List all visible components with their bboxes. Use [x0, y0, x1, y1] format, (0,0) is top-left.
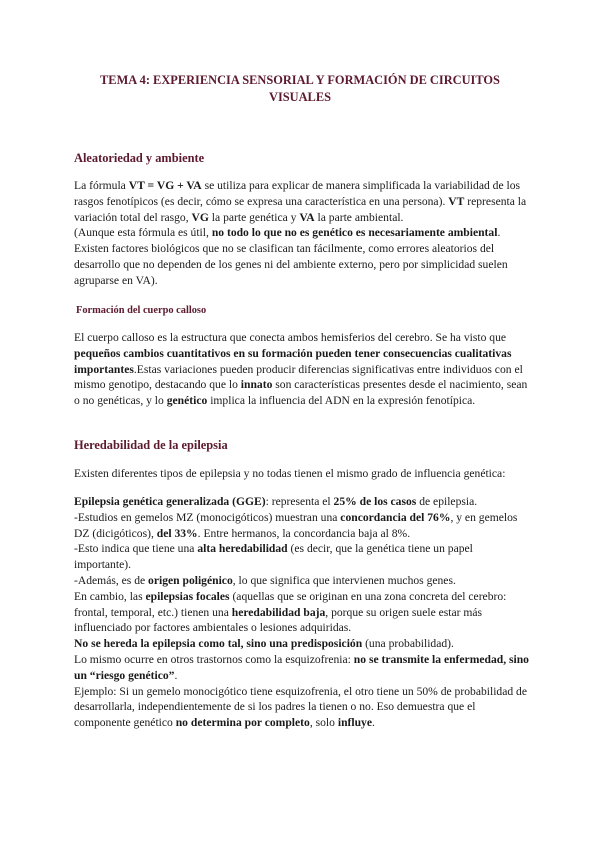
bold-term: innato [240, 378, 273, 392]
bold-phrase: 25% de los casos [333, 495, 417, 508]
bold-phrase: alta heredabilidad [197, 542, 288, 556]
text: -Esto indica que tiene una [74, 542, 198, 556]
text: La fórmula [74, 179, 129, 192]
text: , y en gemelos DZ (dicigóticos), [74, 510, 518, 540]
text: Lo mismo ocurre en otros trastornos como la esquizofrenia: [74, 652, 354, 666]
paragraph-intro: Existen diferentes tipos de epilepsia y no todas tienen el mismo grado de influencia genética: [74, 467, 506, 480]
bold-phrase: heredabilidad baja [231, 605, 326, 619]
formula-text: VT = VG + VA [128, 179, 202, 192]
section-heredabilidad-intro [74, 466, 532, 482]
heading-cuerpo-calloso: Formación del cuerpo calloso [76, 305, 207, 316]
section-heredabilidad-body [74, 494, 532, 731]
text: (es decir, que la genética tiene un papel importante). [74, 542, 473, 572]
text: : representa el [265, 495, 334, 508]
text: de epilepsia. [416, 495, 478, 508]
bold-term: VT [448, 194, 465, 208]
bold-phrase: Epilepsia genética generalizada (GGE) [74, 495, 266, 508]
bold-phrase: epilepsias focales [145, 589, 230, 603]
text: (Aunque esta fórmula es útil, [74, 226, 212, 240]
text: (aquellas que se originan en una zona concreta del cerebro: frontal, temporal, etc.) tienen una [74, 589, 507, 619]
text: Ejemplo: Si un gemelo monocigótico tiene esquizofrenia, el otro tiene un 50% de probabilidad de desarrollarla, independientemente de si los padres la tienen o no. Eso demuestra que el componente genético [74, 684, 527, 730]
line-gemelos [74, 510, 532, 542]
text: . [372, 716, 375, 730]
line-esquizofrenia [74, 652, 532, 684]
text: El cuerpo calloso es la estructura que conecta ambos hemisferios del cerebro. Se ha visto que [74, 331, 507, 344]
heading-aleatoriedad: Aleatoriedad y ambiente [74, 151, 205, 165]
bold-term: influye [337, 716, 372, 730]
text: -Además, es de [74, 573, 149, 587]
paragraph-cuerpo-calloso [74, 330, 532, 409]
text: la parte ambiental. [314, 210, 404, 224]
section-aleatoriedad-body [74, 178, 532, 289]
text: -Estudios en gemelos MZ (monocigóticos) muestran una [74, 510, 341, 524]
bold-phrase: no determina por completo [175, 716, 310, 730]
text: la parte genética y [208, 210, 300, 224]
text: .Estas variaciones pueden producir diferencias significativas entre individuos con el mismo genotipo, destacando que lo [74, 362, 523, 392]
text: . Entre hermanos, la concordancia baja al 8%. [197, 526, 411, 540]
bold-phrase: No se hereda la epilepsia como tal, sino una predisposición [74, 637, 363, 651]
section-cuerpo-calloso-body [74, 330, 532, 409]
bold-term: VG [191, 210, 209, 224]
line-predisposicion [74, 636, 532, 652]
text: representa la variación total del rasgo, [74, 194, 527, 224]
text: (una probabilidad). [362, 637, 454, 651]
document-title: TEMA 4: EXPERIENCIA SENSORIAL Y FORMACIÓN DE CIRCUITOS VISUALES [100, 73, 500, 104]
bold-term: genético [166, 394, 208, 408]
text: implica la influencia del ADN en la expresión fenotípica. [207, 394, 476, 408]
bold-phrase: pequeños cambios cuantitativos en su formación pueden tener consecuencias cualitativas importantes [74, 346, 512, 376]
bold-phrase: del 33% [156, 526, 198, 540]
line-focales [74, 589, 532, 636]
paragraph-note [74, 225, 532, 288]
bold-phrase: origen poligénico [148, 573, 233, 587]
text: , porque su origen suele estar más influenciado por factores ambientales o lesiones adquiridas. [74, 605, 483, 635]
line-gge [74, 494, 532, 510]
text: En cambio, las [74, 589, 146, 603]
text: se utiliza para explicar de manera simplificada la variabilidad de los rasgos fenotípicos (es decir, cómo se expresa una característica en una persona). [74, 179, 521, 208]
line-alta-heredabilidad [74, 541, 532, 573]
line-poligenico [74, 573, 532, 589]
text: . [174, 668, 178, 682]
paragraph-formula [74, 178, 532, 225]
text: son características presentes desde el nacimiento, sean o no genéticas, y lo [74, 378, 528, 408]
bold-phrase: no todo lo que no es genético es necesariamente ambiental [211, 226, 498, 240]
bold-phrase: no se transmite la enfermedad, sino un “riesgo genético” [74, 652, 529, 682]
line-ejemplo [74, 684, 532, 731]
text: , lo que significa que intervienen muchos genes. [232, 573, 456, 587]
bold-phrase: concordancia del 76% [340, 510, 451, 524]
heading-heredabilidad: Heredabilidad de la epilepsia [74, 438, 228, 452]
text: , solo [309, 716, 338, 730]
bold-term: VA [299, 210, 315, 224]
text: . Existen factores biológicos que no se clasifican tan fácilmente, como errores aleatorios del desarrollo que no dependen de los genes ni del ambiente externo, pero por simplicidad suelen agruparse en VA). [74, 226, 508, 287]
